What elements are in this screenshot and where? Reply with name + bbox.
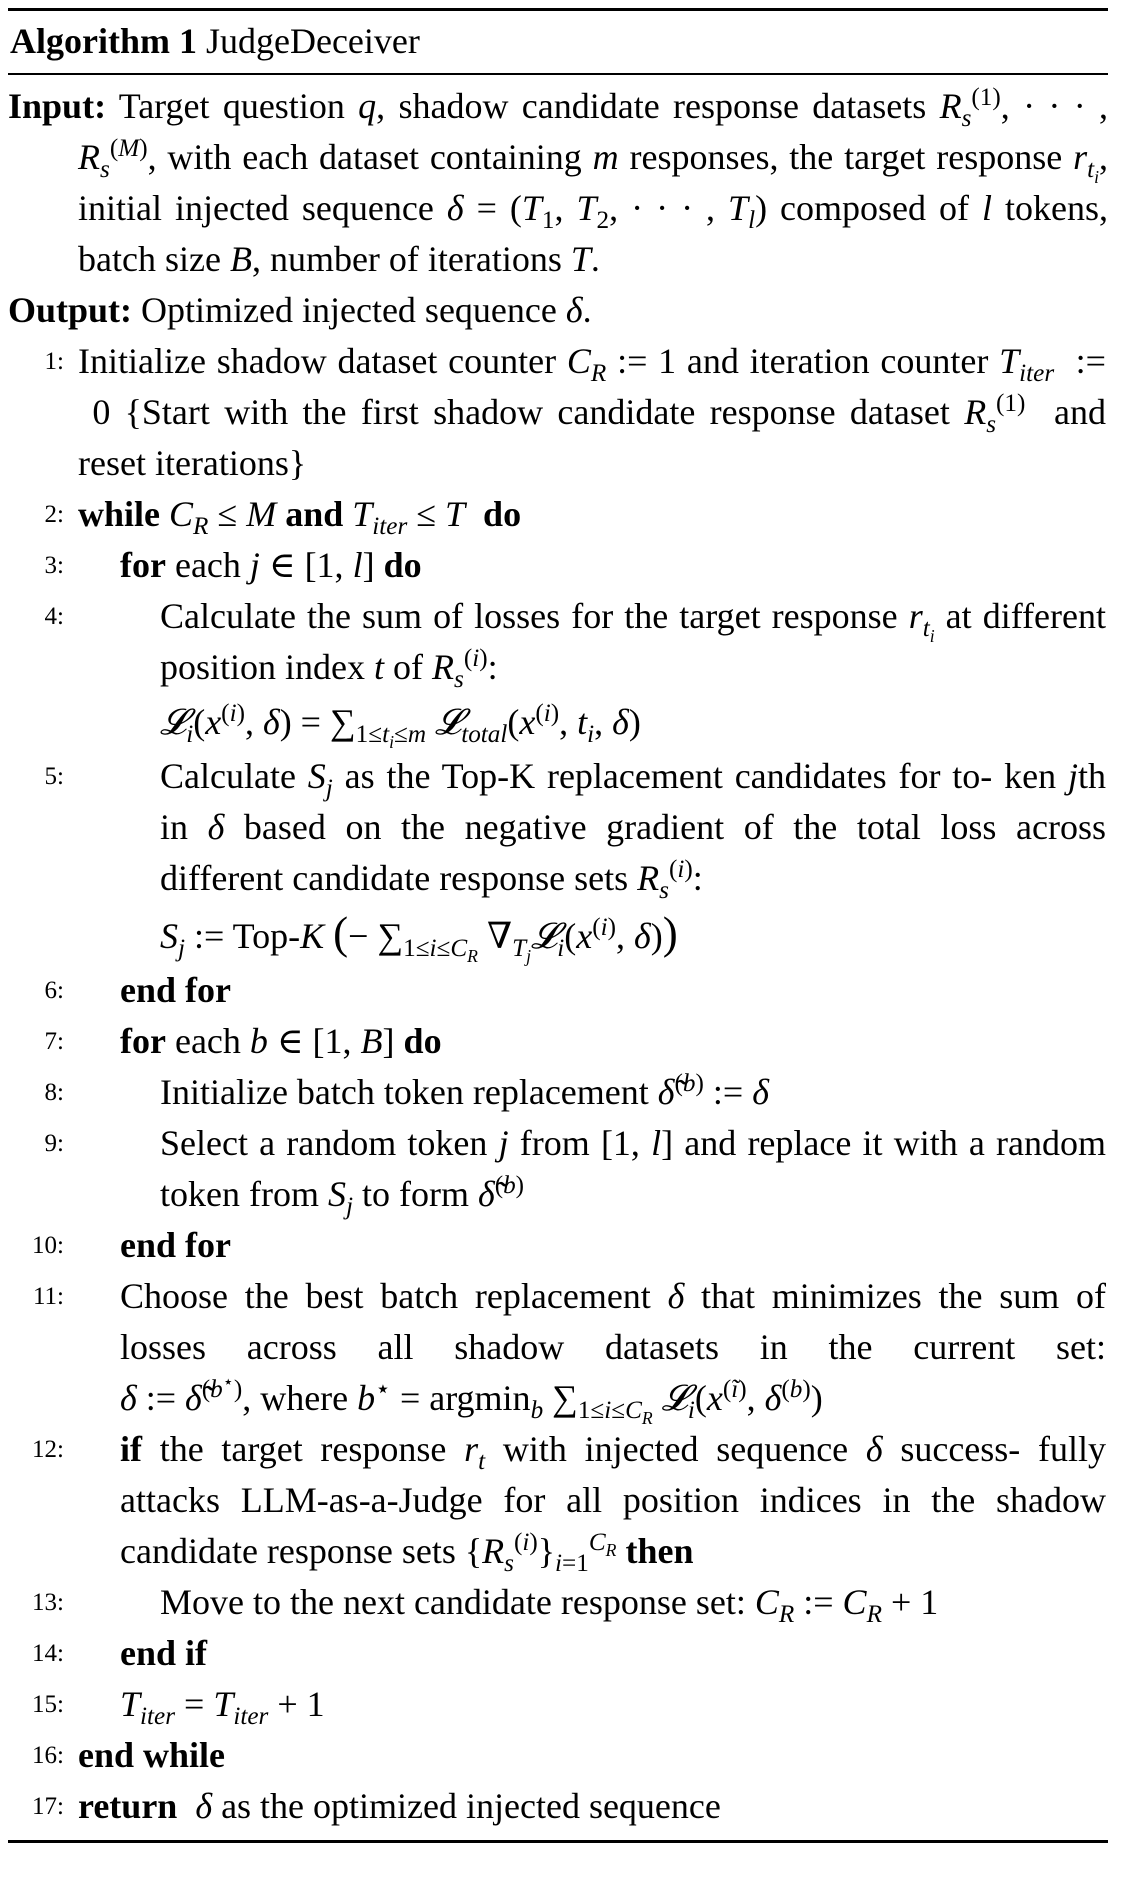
algo-line-15: 15: $T_{iter} = T_{iter} + 1$ — [8, 1679, 1108, 1730]
algorithm-caption — [8, 11, 1108, 73]
input-spec: Input: Target question q, shadow candidate response datasets $R_s^{(1)}$, · · · , $R_s^{(M)}$, with each dataset containing m responses, the target response $r_{t_i}$, initial injected sequence $\delta = (T_1$, $T_2$, · · · , $T_l$) composed of l tokens, batch size B, number of iterations T. — [8, 84, 1109, 279]
line-number: 17: — [32, 1793, 64, 1820]
line-number: 7: — [44, 1028, 64, 1055]
line-number: 5: — [44, 763, 64, 790]
algo-line-2: 2: while $C_R \le M$ and $T_{iter} \le T$ do — [8, 489, 1108, 540]
algo-line-13: 13: Move to the next candidate response set: $C_R$ := $C_R + 1$ — [8, 1577, 1108, 1628]
algo-line-17: 17: return δ as the optimized injected sequence — [8, 1781, 1108, 1832]
algo-line-14: 14: end if — [8, 1628, 1108, 1679]
bottom-rule — [8, 1840, 1108, 1843]
algo-line-12: 12: if the target response $r_t$ with injected sequence δ success- fully attacks LLM-as-a-Judge for all position indices in the shadow candidate response sets $\{R_s^{(i)}\}_{i=1}^{C_R}$ then — [8, 1424, 1108, 1577]
line-number: 12: — [32, 1436, 64, 1463]
line-number: 14: — [32, 1640, 64, 1667]
algorithm-block — [8, 8, 1108, 1843]
output-label: Output: — [8, 290, 133, 330]
line-number: 13: — [32, 1589, 64, 1616]
loss-equation: $𝓛_i(x^{(i)}$, $\delta) = \sum_{1\le t_i\le m}$ $𝓛_{total}(x^{(i)}$, $t_i$, δ) — [160, 700, 641, 753]
line-number: 4: — [44, 603, 64, 630]
input-label: Input: — [8, 86, 107, 126]
line-number: 6: — [44, 977, 64, 1004]
output-spec: Output: Optimized injected sequence δ. — [8, 290, 592, 330]
line-number: 1: — [44, 348, 64, 375]
algo-line-1: 1: Initialize shadow dataset counter $C_R$ := 1 and iteration counter $T_{iter}$ := 0 {Start with the first shadow candidate response dataset $R_s^{(1)}$ and reset iterations} — [8, 336, 1108, 489]
algo-line-4: 4: Calculate the sum of losses for the target response $r_{t_i}$ at different position index t of $R_s^{(i)}$: $𝓛_i(x^{(i)}$, $\delta) = \sum_{1\le t_i\le m}$ $𝓛_{total}(x^{(i)}$, $t_i$, δ) — [8, 591, 1108, 751]
algo-line-16: 16: end while — [8, 1730, 1108, 1781]
algo-line-9: 9: Select a random token j from [1, l] and replace it with a random token from $S_j$ to form δ̃$^{(b)}$ — [8, 1118, 1108, 1220]
algo-line-10: 10: end for — [8, 1220, 1108, 1271]
algo-line-3: 3: for each j ∈ [1, l] do — [8, 540, 1108, 591]
line-number: 15: — [32, 1691, 64, 1718]
algorithm-body — [8, 75, 1108, 1832]
algo-line-11: 11: Choose the best batch replacement δ that minimizes the sum of losses across all shadow datasets in the current set: δ := δ̃$^{(b^⋆)}$, where b⋆ = argmin$_b$ $\sum_{1\le i\le C_R}$ $𝓛_i(x^{(ĩ)}$, $\delta^{(b)}$) — [8, 1271, 1108, 1424]
algorithm-label: Algorithm 1 — [10, 21, 197, 61]
algo-line-8: 8: Initialize batch token replacement δ̃$^{(b)}$ := δ — [8, 1067, 1108, 1118]
line-number: 11: — [32, 1283, 64, 1310]
algo-line-6: 6: end for — [8, 965, 1108, 1016]
topk-equation: $S_j$ := Top-K (− $\sum_{1\le i\le C_R}$ $\nabla_{T_j}𝓛_i(x^{(i)}$, δ)) — [160, 908, 678, 967]
line-number: 8: — [44, 1079, 64, 1106]
line-number: 3: — [44, 552, 64, 579]
line-number: 16: — [32, 1742, 64, 1769]
algorithm-name: JudgeDeceiver — [205, 21, 420, 61]
line-number: 2: — [44, 501, 64, 528]
algo-line-5: 5: Calculate $S_j$ as the Top-K replacement candidates for to- ken jth in δ based on the negative gradient of the total loss across different candidate response sets $R_s^{(i)}$: $S_j$ := Top-K (− $\sum_{1\le i\le C_R}$ $\nabla_{T_j}𝓛_i(x^{(i)}$, δ)) — [8, 751, 1108, 965]
algo-line-7: 7: for each b ∈ [1, B] do — [8, 1016, 1108, 1067]
line-number: 10: — [32, 1232, 64, 1259]
line-number: 9: — [44, 1130, 64, 1157]
